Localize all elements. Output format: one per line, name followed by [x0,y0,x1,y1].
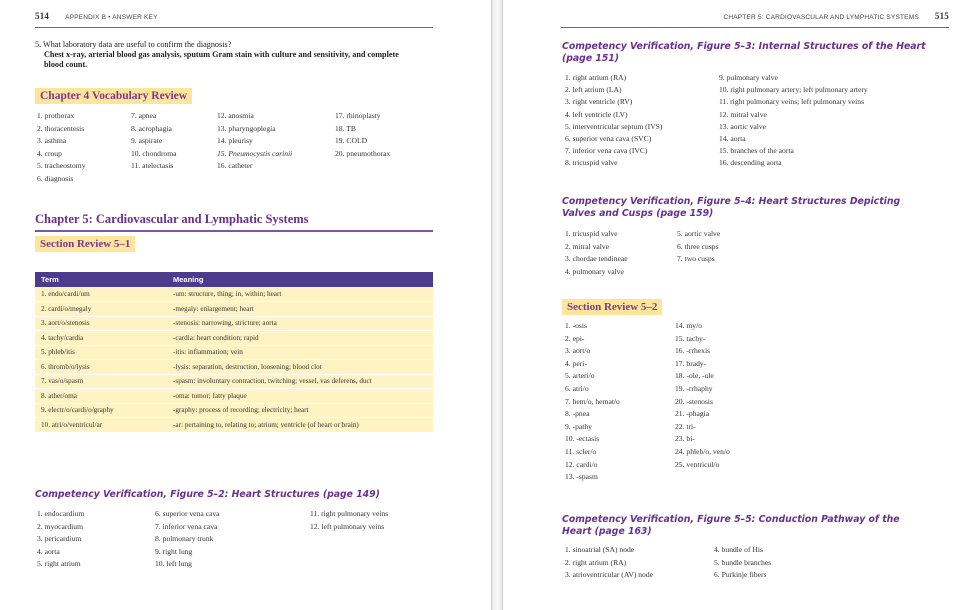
table-header-meaning: Meaning [167,272,433,287]
list-item: 2. left atrium (LA) [565,85,622,95]
list-item: 4. left ventricle (LV) [565,109,628,119]
vocab-column-3 [217,110,292,173]
list-item: 17. rhinoplasty [335,111,381,120]
meaning-cell: -megaly: enlargement; heart [167,302,433,317]
list-item: 2. epi- [565,333,585,343]
list-item: 1. endocardium [37,509,85,518]
section-review-5-2-column-2 [675,320,730,471]
list-item: 3. right ventricle (RV) [565,97,633,107]
list-item: 1. prothorax [37,111,75,120]
cv-5-2-column-2 [155,508,220,571]
question-5 [35,40,399,70]
cv-5-3-title [562,41,926,65]
list-item: 8. pulmonary trunk [155,534,214,543]
list-item: 10. right pulmonary artery; left pulmonary artery [719,85,868,95]
list-item: 9. aspirate [131,136,163,145]
cv-5-5-column-2 [714,544,771,582]
vocab-column-2 [131,110,177,173]
table-row [35,287,433,302]
meaning-cell: -cardia: heart condition; rapid [167,331,433,346]
list-item: 7. inferior vena cava [155,521,218,531]
list-item: 1. sinoatrial (SA) node [565,545,635,554]
cv-5-2-column-1 [37,508,84,571]
list-item: 13. pharyngoplegia [217,123,276,133]
right-running-head [723,11,949,21]
list-item: 15. tachy- [675,333,706,343]
list-item: 19. COLD [335,136,368,145]
list-item: 15. Pneumocystis carinii [217,148,293,158]
cv-5-4-column-1 [565,228,628,278]
list-item: 20. -stenosis [675,396,713,406]
cv-5-5-title-line2: Heart (page 163) [562,526,652,537]
meaning-cell: -ar: pertaining to, relating to; atrium; ventricle (of heart or brain) [167,418,433,433]
cv-5-4-title [562,196,900,220]
table-header-row [35,272,433,287]
cv-5-4-title-line2: Valves and Cusps (page 159) [562,208,714,219]
meaning-cell: -oma: tumor; fatty plaque [167,389,433,404]
table-row [35,403,433,418]
question-answer-line2: blood count. [44,60,88,69]
list-item: 11. right pulmonary veins; left pulmonary veins [719,97,865,107]
right-header-rule [561,27,949,28]
vocab-review-title: Chapter 4 Vocabulary Review [35,88,192,104]
term-cell: 1. endo/cardi/um [35,287,167,302]
meaning-cell: -graphy: process of recording; electricity; heart [167,403,433,418]
list-item: 3. aort/o [565,346,591,356]
list-item: 3. chordae tendineae [565,254,628,263]
list-item: 12. cardi/o [565,459,598,469]
table-header-term: Term [35,272,167,287]
list-item: 6. atri/o [565,383,589,393]
section-review-table [35,272,433,433]
table-row [35,374,433,389]
list-item: 16. descending aorta [719,158,782,168]
term-cell: 10. atri/o/ventricul/ar [35,418,167,433]
cv-5-4-column-2 [677,228,720,266]
meaning-cell: -lysis: separation, destruction, loosening; blood clot [167,360,433,375]
vocab-column-1 [37,110,86,185]
list-item: 8. tricuspid valve [565,158,618,168]
list-item: 4. croup [37,148,62,158]
left-running-head-text: APPENDIX B • ANSWER KEY [65,14,158,21]
section-review-5-1-title: Section Review 5–1 [35,236,135,252]
list-item: 24. phleb/o, ven/o [675,446,730,456]
list-item: 8. -pnea [565,409,590,419]
list-item: 5. aortic valve [677,229,721,238]
term-cell: 8. ather/oma [35,389,167,404]
list-item: 5. right atrium [37,559,81,568]
cv-5-2-title: Competency Verification, Figure 5–2: Heart Structures (page 149) [35,489,380,500]
list-item: 22. tri- [675,421,696,431]
list-item: 12. anosmia [217,111,254,120]
table-row [35,302,433,317]
list-item: 16. -rrhexis [675,346,711,356]
list-item: 4. peri- [565,358,587,368]
table-row [35,389,433,404]
list-item: 7. inferior vena cava (IVC) [565,146,648,156]
list-item: 9. right lung [155,546,193,556]
list-item: 1. right atrium (RA) [565,73,627,82]
chapter-title: Chapter 5: Cardiovascular and Lymphatic Systems [35,212,309,226]
list-item: 4. bundle of His [714,545,763,554]
list-item: 8. acrophagia [131,123,172,133]
list-item: 2. mitral valve [565,241,610,251]
list-item: 20. pneumothorax [335,148,391,158]
term-cell: 7. vas/o/spasm [35,374,167,389]
meaning-cell: -um: structure, thing; in, within; heart [167,287,433,302]
list-item: 1. -osis [565,321,587,330]
list-item: 10. -ectasis [565,434,600,444]
list-item: 9. -pathy [565,421,592,431]
list-item: 5. tracheostomy [37,161,86,170]
section-review-5-2-title: Section Review 5–2 [562,299,662,315]
cv-5-5-title [562,514,900,538]
table-row [35,331,433,346]
term-cell: 6. thromb/o/lysis [35,360,167,375]
list-item: 13. aortic valve [719,121,767,131]
cv-5-2-column-3 [310,508,388,533]
list-item: 2. right atrium (RA) [565,557,627,567]
table-row [35,316,433,331]
cv-5-5-title-line1: Competency Verification, Figure 5–5: Conduction Pathway of the [562,514,900,525]
table-row [35,418,433,433]
list-item: 4. aorta [37,546,60,556]
list-item: 9. pulmonary valve [719,73,778,82]
list-item: 3. asthma [37,136,67,145]
list-item: 6. superior vena cava [155,509,220,518]
table-row [35,345,433,360]
list-item: 3. pericardium [37,534,82,543]
term-cell: 9. electr/o/cardi/o/graphy [35,403,167,418]
list-item: 11. scler/o [565,446,597,456]
term-cell: 2. cardi/o/megaly [35,302,167,317]
question-prompt: 5. What laboratory data are useful to confirm the diagnosis? [35,40,232,49]
book-gutter [491,0,503,610]
meaning-cell: -stenosis: narrowing, stricture; aorta [167,316,433,331]
list-item: 25. ventricul/o [675,459,720,469]
list-item: 1. tricuspid valve [565,229,618,238]
list-item: 10. chondroma [131,148,177,158]
list-item: 6. superior vena cava (SVC) [565,134,652,144]
right-page [503,0,959,610]
left-running-head [35,11,158,21]
cv-5-3-column-2 [719,72,868,170]
list-item: 18. TB [335,123,356,133]
list-item: 14. aorta [719,134,746,144]
list-item: 13. -spasm [565,472,598,482]
list-item: 15. branches of the aorta [719,146,794,156]
list-item: 23. bi- [675,434,695,444]
cv-5-5-column-1 [565,544,653,582]
right-running-head-text: CHAPTER 5: CARDIOVASCULAR AND LYMPHATIC SYSTEMS [723,14,919,21]
table-row [35,360,433,375]
vocab-column-4 [335,110,390,160]
list-item: 5. interventricular septum (IVS) [565,121,663,131]
left-header-rule [35,27,433,28]
list-item: 14. pleurisy [217,136,253,145]
left-page-number: 514 [35,11,50,21]
question-answer-line1: Chest x-ray, arterial blood gas analysis, sputum Gram stain with culture and sensitivity, and complete [44,50,399,59]
list-item: 6. Purkinje fibers [714,570,767,579]
list-item: 6. three cusps [677,241,719,251]
list-item: 7. hem/o, hemat/o [565,396,620,406]
list-item: 5. arteri/o [565,371,595,381]
cv-5-4-title-line1: Competency Verification, Figure 5–4: Heart Structures Depicting [562,196,901,207]
list-item: 7. apnea [131,111,157,120]
right-page-number: 515 [934,11,949,21]
list-item: 6. diagnosis [37,173,74,183]
list-item: 2. thoracentesis [37,123,85,133]
list-item: 11. right pulmonary veins [310,509,389,518]
list-item: 19. -rrhaphy [675,383,713,393]
meaning-cell: -spasm: involuntary contraction, twitching; vessel, vas deferens, duct [167,374,433,389]
list-item: 4. pulmonary valve [565,266,624,276]
list-item: 2. myocardium [37,521,83,531]
list-item: 11. atelectasis [131,161,174,170]
list-item: 17. brady- [675,358,707,368]
list-item: 7. two cusps [677,254,715,263]
list-item: 18. -ole, -ule [675,371,714,381]
list-item: 10. left lung [155,559,192,568]
term-cell: 4. tachy/cardia [35,331,167,346]
chapter-title-rule [35,230,433,232]
list-item: 3. atrioventricular (AV) node [565,570,654,579]
list-item: 21. -phagia [675,409,710,419]
section-review-5-2-column-1 [565,320,620,484]
meaning-cell: -itis: inflammation; vein [167,345,433,360]
list-item: 12. left pulmonary veins [310,521,385,531]
list-item: 5. bundle branches [714,557,772,567]
term-cell: 3. aort/o/stenosis [35,316,167,331]
cv-5-3-title-line2: (page 151) [562,53,620,64]
term-cell: 5. phleb/itis [35,345,167,360]
cv-5-3-title-line1: Competency Verification, Figure 5–3: Internal Structures of the Heart [562,41,926,52]
list-item: 14. my/o [675,321,703,330]
cv-5-3-column-1 [565,72,662,170]
list-item: 12. mitral valve [719,109,767,119]
list-item: 16. catheter [217,161,253,170]
